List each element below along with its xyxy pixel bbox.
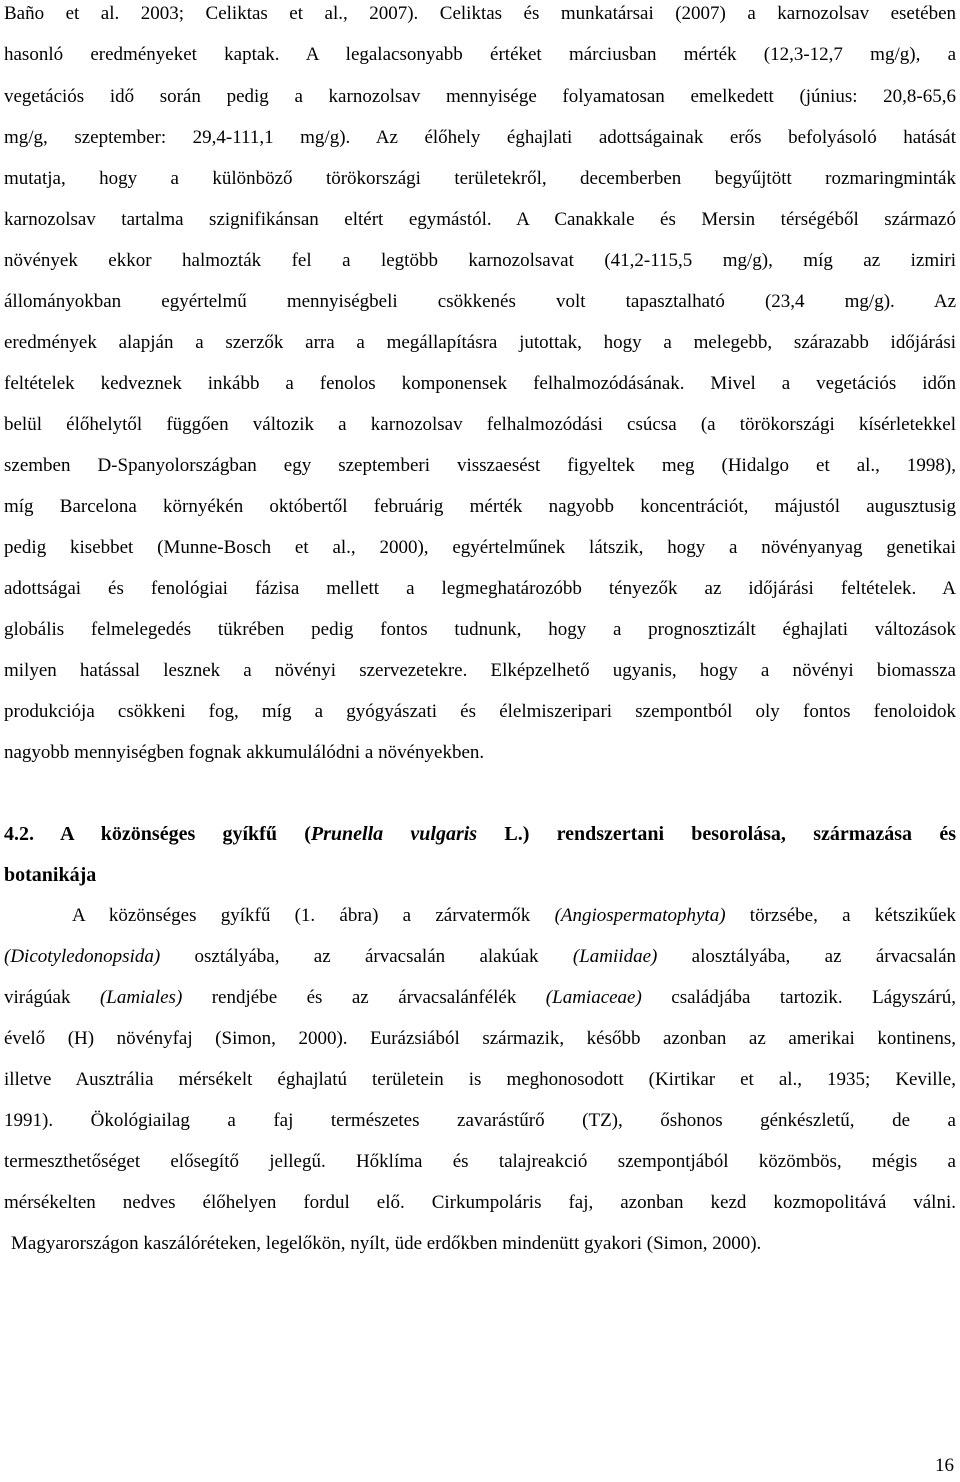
text-line: globális felmelegedés tükrében pedig fontos tudnunk, hogy a prognosztizált éghajlati változások <box>4 619 956 640</box>
text-segment: osztályába, az árvacsalán alakúak <box>160 946 573 967</box>
heading-text: L.) rendszertani besorolása, származása és <box>477 823 956 845</box>
text-line: mérsékelten nedves élőhelyen fordul elő. Cirkumpoláris faj, azonban kezd kozmopolitává válni. <box>4 1192 956 1213</box>
text-line: 1991). Ökológiailag a faj természetes zavarástűrő (TZ), őshonos génkészletű, de a <box>4 1110 956 1131</box>
text-line: eredmények alapján a szerzők arra a megállapításra jutottak, hogy a melegebb, szárazabb időjárási <box>4 332 956 353</box>
text-line: vegetációs idő során pedig a karnozolsav mennyisége folyamatosan emelkedett (június: 20,8-65,6 <box>4 86 956 107</box>
taxon-name: (Angiospermatophyta) <box>554 905 726 926</box>
heading-species-name: Prunella vulgaris <box>310 823 478 845</box>
page-number: 16 <box>935 1455 954 1476</box>
text-line: produkciója csökkeni fog, míg a gyógyászati és élelmiszeripari szempontból oly fontos fenoloidok <box>4 701 956 722</box>
text-segment: törzsébe, a kétszikűek <box>725 905 957 926</box>
text-segment: alosztályába, az árvacsalán <box>657 946 956 967</box>
section-heading <box>4 822 956 846</box>
text-line: míg Barcelona környékén októbertől februárig mérték nagyobb koncentrációt, májustól augusztusig <box>4 496 956 517</box>
text-line: Magyarországon kaszálóréteken, legelőkön, nyílt, üde erdőkben mindenütt gyakori (Simon, 2000). <box>11 1233 762 1254</box>
text-line: karnozolsav tartalma szignifikánsan eltért egymástól. A Canakkale és Mersin térségéből származó <box>4 209 956 230</box>
taxon-name: (Dicotyledonopsida) <box>4 946 161 967</box>
text-line: Baño et al. 2003; Celiktas et al., 2007). Celiktas és munkatársai (2007) a karnozolsav esetében <box>4 3 956 24</box>
text-line: illetve Ausztrália mérsékelt éghajlatú területein is meghonosodott (Kirtikar et al., 1935; Keville, <box>4 1069 956 1090</box>
text-line: évelő (H) növényfaj (Simon, 2000). Eurázsiából származik, később azonban az amerikai kontinens, <box>4 1028 956 1049</box>
text-line: szemben D-Spanyolországban egy szeptemberi visszaesést figyeltek meg (Hidalgo et al., 1998), <box>4 455 956 476</box>
text-line: belül élőhelytől függően változik a karnozolsav felhalmozódási csúcsa (a törökországi kísérletekkel <box>4 414 956 435</box>
taxon-name: (Lamiaceae) <box>545 987 642 1008</box>
taxon-name: (Lamiales) <box>99 987 183 1008</box>
text-line: mg/g, szeptember: 29,4-111,1 mg/g). Az élőhely éghajlati adottságainak erős befolyásoló hatását <box>4 127 956 148</box>
text-line: mutatja, hogy a különböző törökországi területekről, decemberben begyűjtött rozmaringminták <box>4 168 956 189</box>
heading-text: A közönséges gyíkfű ( <box>60 823 311 845</box>
section-heading-line2: botanikája <box>4 864 97 886</box>
taxon-name: (Lamiidae) <box>572 946 658 967</box>
section-number: 4.2. <box>4 823 34 845</box>
text-line: adottságai és fenológiai fázisa mellett a legmeghatározóbb tényezők az időjárási feltételek. A <box>4 578 956 599</box>
text-line <box>4 986 956 1010</box>
text-line: milyen hatással lesznek a növényi szervezetekre. Elképzelhető ugyanis, hogy a növényi biomassza <box>4 660 956 681</box>
text-line: termeszthetőséget elősegítő jellegű. Hőklíma és talajreakció szempontjából közömbös, mégis a <box>4 1151 956 1172</box>
text-line: állományokban egyértelmű mennyiségbeli csökkenés volt tapasztalható (23,4 mg/g). Az <box>4 291 956 312</box>
text-segment: rendjébe és az árvacsalánfélék <box>182 987 546 1008</box>
text-line <box>4 945 956 969</box>
text-segment: virágúak <box>4 987 100 1008</box>
text-line: feltételek kedveznek inkább a fenolos komponensek felhalmozódásának. Mivel a vegetációs időn <box>4 373 956 394</box>
text-line: növények ekkor halmozták fel a legtöbb karnozolsavat (41,2-115,5 mg/g), míg az izmiri <box>4 250 956 271</box>
text-line <box>4 904 956 928</box>
text-segment: A közönséges gyíkfű (1. ábra) a zárvatermők <box>72 905 555 926</box>
text-line: pedig kisebbet (Munne-Bosch et al., 2000), egyértelműnek látszik, hogy a növényanyag genetikai <box>4 537 956 558</box>
text-line: nagyobb mennyiségben fognak akkumulálódni a növényekben. <box>4 742 485 763</box>
text-line: hasonló eredményeket kaptak. A legalacsonyabb értéket márciusban mérték (12,3-12,7 mg/g), a <box>4 44 956 65</box>
text-segment: családjába tartozik. Lágyszárú, <box>641 987 956 1008</box>
